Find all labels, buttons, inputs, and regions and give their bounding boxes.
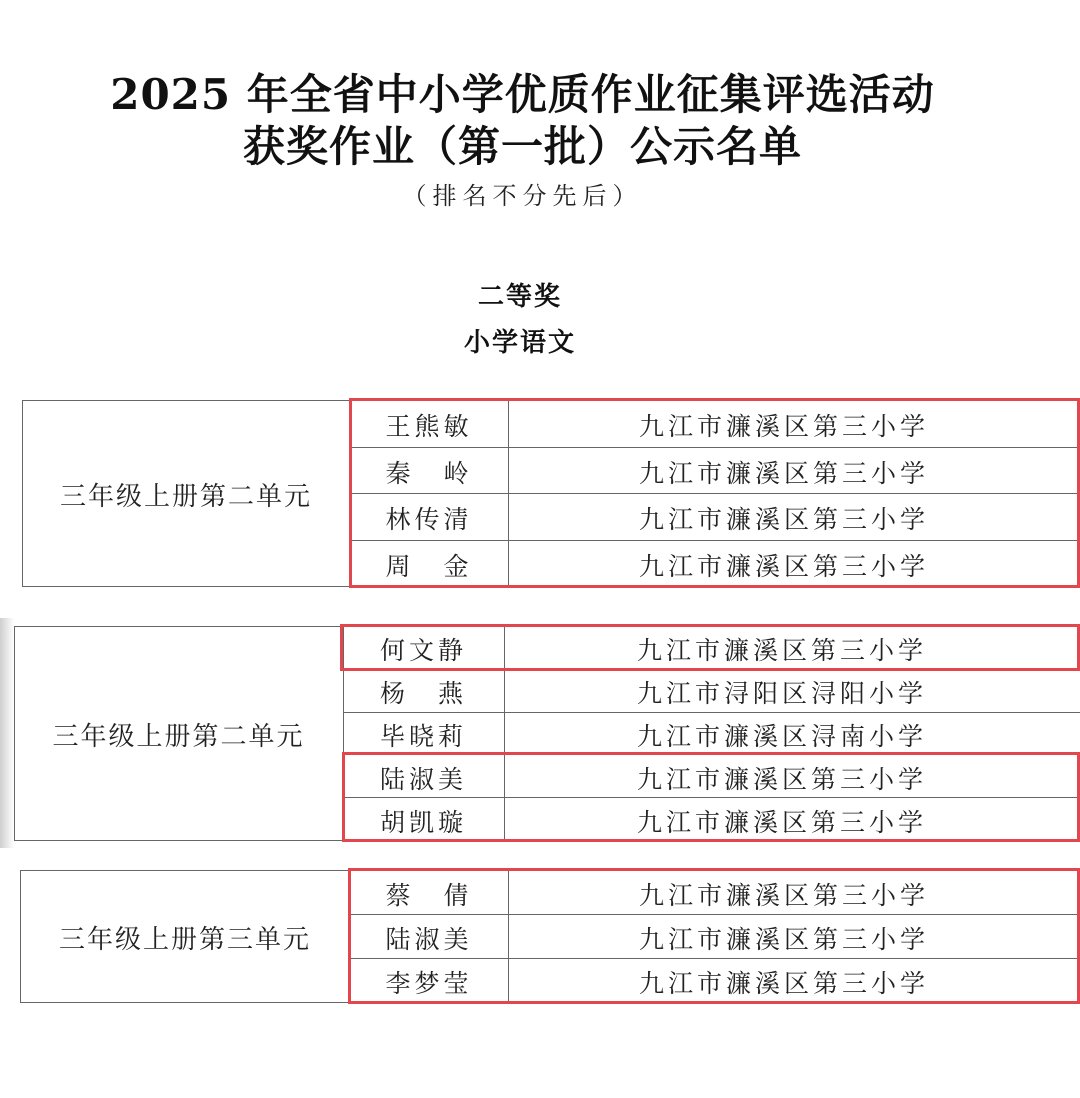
subject-heading: 小学语文 [463,328,576,358]
awardee-name: 陆淑美 [379,764,467,794]
school-name: 九江市濂溪区第三小学 [636,764,927,794]
awardee-name: 秦 岭 [385,458,473,488]
document-title-line2: 获奖作业（第一批）公示名单 [242,122,802,171]
school-name: 九江市濂溪区第三小学 [638,412,929,442]
awardee-name: 毕晓莉 [379,722,467,751]
school-name: 九江市濂溪区第三小学 [638,881,929,910]
school-name: 九江市濂溪区第三小学 [638,458,929,488]
highlight-box [342,752,1080,842]
highlight-box [348,868,1080,1004]
awardee-name: 杨 燕 [379,679,467,709]
school-name: 九江市濂溪区第三小学 [636,636,927,666]
awardee-name: 胡凯璇 [379,807,467,837]
highlight-box [340,624,1080,671]
school-name: 九江市濂溪区第三小学 [638,925,929,954]
awardee-name: 何文静 [379,636,467,666]
awardee-name: 王熊敏 [385,412,473,442]
awardee-name: 陆淑美 [385,925,473,954]
school-name: 九江市濂溪区第三小学 [638,969,929,998]
unit-cell: 三年级上册第二单元 [52,722,305,752]
awardee-name: 周 金 [385,551,473,581]
school-name: 九江市濂溪区第三小学 [638,551,929,581]
school-name: 九江市浔阳区浔阳小学 [636,679,927,709]
school-name: 九江市濂溪区第三小学 [638,505,929,535]
school-name: 九江市濂溪区浔南小学 [636,722,927,751]
awardee-name: 林传清 [385,505,473,535]
awardee-name: 李梦莹 [385,969,473,998]
prize-level-heading: 二等奖 [477,282,562,312]
unit-cell: 三年级上册第二单元 [59,482,312,512]
school-name: 九江市濂溪区第三小学 [636,807,927,837]
page-edge-shadow [0,618,14,848]
unit-cell: 三年级上册第三单元 [58,925,311,955]
document-title-line1: 2025 年全省中小学优质作业征集评选活动 [110,70,935,119]
row-separator [343,712,1080,713]
ranking-note: （排名不分先后） [402,182,643,210]
awardee-name: 蔡 倩 [385,881,473,910]
highlight-box [349,398,1080,588]
